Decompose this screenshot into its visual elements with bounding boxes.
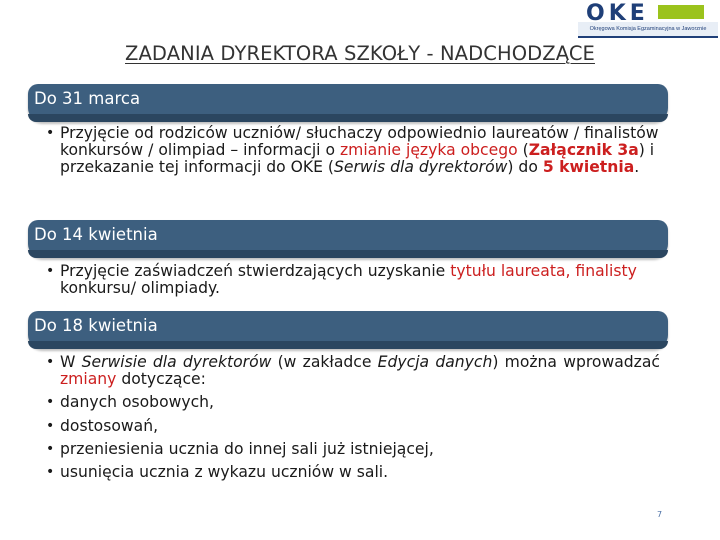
oke-logo [578, 2, 718, 36]
item-text: (w zakładce [271, 353, 378, 371]
item-text: ) można wprowadzać [492, 353, 660, 371]
item-text: Przyjęcie od rodziców uczniów/ słuchaczy odpowiednio laureatów / finalistów konkursów / olimpiad – informacji o [60, 124, 659, 160]
bullet-icon: • [46, 464, 55, 481]
item-text: ) i przekazanie tej informacji do OKE ( [60, 141, 655, 177]
section-body-18-april [28, 354, 660, 481]
item-text: dotyczące: [116, 370, 206, 389]
item-text: W [60, 353, 82, 371]
service-name: Serwis dla dyrektorów [334, 158, 508, 177]
oke-logo-mark [586, 2, 706, 22]
deadline-date: 5 kwietnia [542, 158, 635, 177]
section-header-label: Do 18 kwietnia [34, 316, 158, 335]
item-text: konkursu/ olimpiady. [60, 279, 221, 298]
list-item [28, 354, 660, 388]
list-item [28, 263, 660, 297]
list-item [28, 394, 660, 411]
bullet-icon: • [46, 440, 55, 457]
item-highlight: zmiany [60, 370, 117, 389]
bullet-icon: • [46, 263, 55, 279]
attachment-ref: Załącznik 3a [528, 141, 639, 160]
item-text: usunięcia ucznia z wykazu uczniów w sali. [60, 463, 389, 482]
list-item [28, 441, 660, 458]
section-header-14-april [28, 220, 668, 258]
tab-name: Edycja danych [377, 353, 493, 371]
section-header-label: Do 14 kwietnia [34, 225, 158, 244]
bullet-icon: • [46, 125, 55, 141]
item-highlight: tytułu laureata, finalisty [450, 262, 637, 280]
logo-subtitle: Okręgowa Komisja Egzaminacyjna w Jaworznie [578, 22, 718, 38]
bullet-icon: • [46, 394, 55, 411]
item-text: danych osobowych, [60, 393, 215, 412]
section-body-14-april [28, 263, 660, 297]
item-highlight: zmianie języka obcego [339, 141, 518, 160]
item-text: ( [517, 141, 529, 160]
item-text: dostosowań, [60, 416, 159, 435]
logo-text: OKE [586, 2, 649, 22]
service-name: Serwisie dla dyrektorów [81, 353, 272, 371]
item-text: . [634, 158, 640, 177]
list-item [28, 125, 660, 177]
bullet-icon: • [46, 417, 55, 434]
list-item [28, 464, 660, 481]
section-body-31-march [28, 125, 660, 177]
section-header-18-april [28, 311, 668, 349]
list-item [28, 418, 660, 435]
item-text: przeniesienia ucznia do innej sali już istniejącej, [60, 439, 434, 458]
page-title: ZADANIA DYREKTORA SZKOŁY - NADCHODZĄCE [125, 42, 595, 65]
section-header-label: Do 31 marca [34, 89, 141, 108]
section-header-31-march [28, 84, 668, 122]
page-number: 7 [657, 510, 663, 519]
item-text: Przyjęcie zaświadczeń stwierdzających uzyskanie [60, 262, 451, 280]
bullet-icon: • [46, 354, 55, 370]
item-text: ) do [507, 158, 543, 177]
